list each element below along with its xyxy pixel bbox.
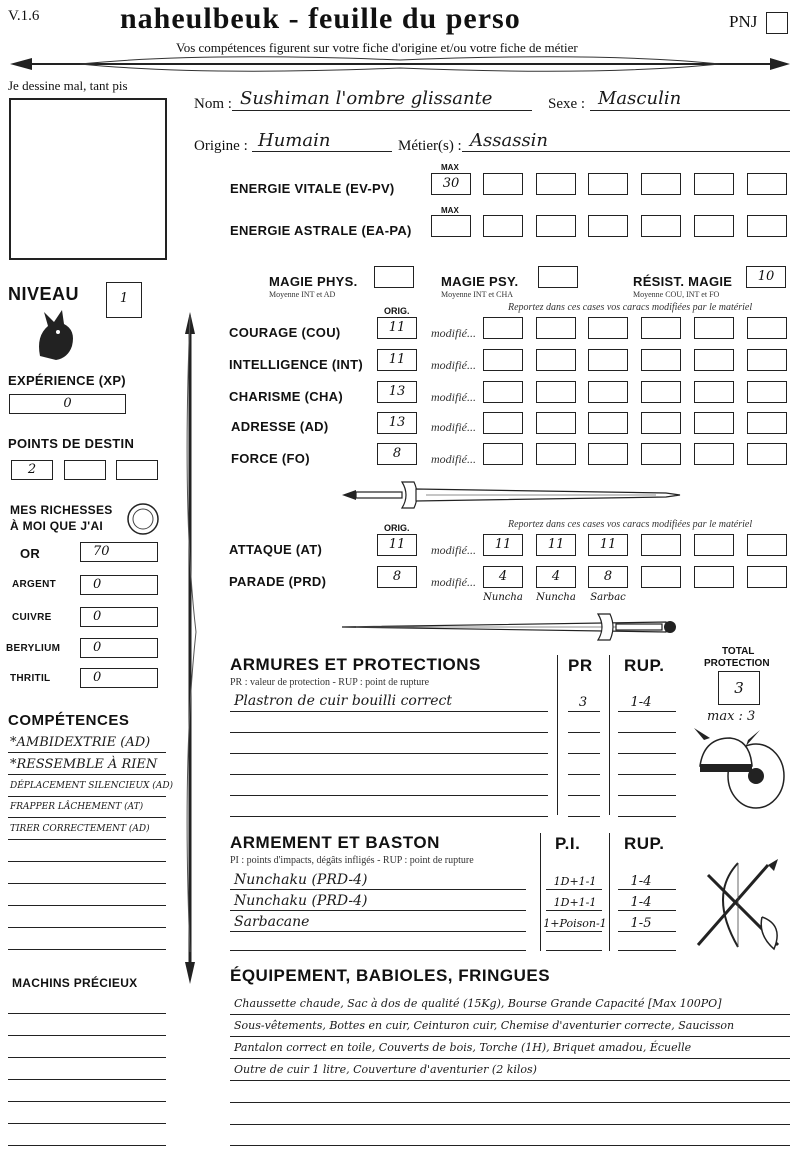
charisme-mod-cell[interactable] (483, 381, 523, 403)
armement-pi-label: P.I. (555, 834, 581, 853)
niveau-label: NIVEAU (8, 284, 80, 304)
ev-cell[interactable] (747, 173, 787, 195)
modified-label: modifié... (431, 543, 476, 557)
arme-name[interactable]: Sarbacane (234, 914, 310, 930)
spear-banner-icon (0, 52, 800, 76)
or-label: OR (20, 546, 41, 561)
charisme-mod-cell[interactable] (588, 381, 628, 403)
destin-field[interactable] (64, 460, 106, 480)
argent-value: 0 (93, 577, 102, 592)
pnj-label: PNJ (729, 12, 758, 31)
arme-name[interactable]: Nunchaku (PRD-4) (234, 893, 368, 909)
ea-max-field[interactable] (431, 215, 471, 237)
cuivre-field[interactable] (80, 607, 158, 627)
magie-phys-label: MAGIE PHYS. (269, 274, 358, 289)
nom-label: Nom : (194, 96, 232, 112)
ea-cell[interactable] (694, 215, 734, 237)
armement-label: ARMEMENT ET BASTON (230, 833, 440, 852)
ev-label: ENERGIE VITALE (EV-PV) (230, 181, 395, 196)
force-label: FORCE (FO) (231, 451, 310, 466)
argent-label: ARGENT (12, 579, 57, 590)
sword-icon (336, 610, 686, 644)
charisme-mod-cell[interactable] (694, 381, 734, 403)
adresse-mod-cell[interactable] (641, 412, 681, 434)
argent-field[interactable] (80, 575, 158, 595)
total-protection-value: 3 (734, 679, 744, 697)
modified-label: modifié... (431, 420, 476, 434)
arme-pi[interactable]: 1+Poison-1 (543, 917, 607, 930)
ev-max-label: MAX (441, 163, 459, 172)
intelligence-mod-cell[interactable] (536, 349, 576, 371)
charisme-mod-cell[interactable] (747, 381, 787, 403)
attaque-mod-cell[interactable] (747, 534, 787, 556)
attaque-label: ATTAQUE (AT) (229, 542, 323, 557)
ea-cell[interactable] (483, 215, 523, 237)
mod-caption: Nuncha (536, 592, 576, 603)
metier-value[interactable]: Assassin (470, 130, 549, 151)
charisme-orig-value: 13 (388, 384, 406, 399)
equipement-line[interactable]: Outre de cuir 1 litre, Couverture d'aventurier (2 kilos) (234, 1063, 537, 1076)
machins-precieux-label: MACHINS PRÉCIEUX (12, 976, 138, 990)
magie-psy-sub: Moyenne INT et CHA (441, 290, 514, 299)
combat-note: Reportez dans ces cases vos caracs modifiées par le matériel (508, 519, 753, 530)
competence-item[interactable]: *RESSEMBLE À RIEN (10, 757, 158, 772)
charisme-mod-cell[interactable] (536, 381, 576, 403)
modified-label: modifié... (431, 452, 476, 466)
version: V.1.6 (8, 8, 40, 24)
portrait-box[interactable] (9, 98, 167, 260)
magie-psy-label: MAGIE PSY. (441, 274, 519, 289)
destin-value: 2 (27, 462, 37, 477)
berylium-label: BERYLIUM (6, 643, 61, 654)
intelligence-orig-value: 11 (388, 352, 406, 367)
adresse-mod-cell[interactable] (747, 412, 787, 434)
mod-caption: Sarbac (590, 592, 626, 603)
or-value: 70 (93, 544, 110, 559)
armures-label: ARMURES ET PROTECTIONS (230, 655, 481, 674)
adresse-orig-value: 13 (388, 415, 406, 430)
parade-mod-cell[interactable] (694, 566, 734, 588)
thritil-field[interactable] (80, 668, 158, 688)
subtitle: Vos compétences figurent sur votre fiche d'origine et/ou votre fiche de métier (176, 40, 578, 55)
cuivre-value: 0 (93, 609, 102, 624)
intelligence-mod-cell[interactable] (641, 349, 681, 371)
combat-orig-label: ORIG. (384, 523, 410, 533)
intelligence-mod-cell[interactable] (588, 349, 628, 371)
ev-cell[interactable] (694, 173, 734, 195)
parade-mod-cell[interactable] (641, 566, 681, 588)
vertical-spear-icon (180, 312, 200, 984)
ea-max-label: MAX (441, 206, 459, 215)
adresse-mod-cell[interactable] (536, 412, 576, 434)
courage-mod-cell[interactable] (483, 317, 523, 339)
adresse-mod-cell[interactable] (588, 412, 628, 434)
equipement-line[interactable]: Pantalon correct en toile, Couverts de bois, Torche (1H), Briquet amadou, Écuelle (234, 1041, 692, 1054)
force-mod-cell[interactable] (694, 443, 734, 465)
equipement-line[interactable]: Chaussette chaude, Sac à dos de qualité (15Kg), Bourse Grande Capacité [Max 100PO] (234, 997, 722, 1010)
dragon-icon (32, 306, 80, 362)
metier-label: Métier(s) : (398, 138, 462, 154)
attaque-mod-cell[interactable] (641, 534, 681, 556)
thritil-value: 0 (93, 670, 102, 685)
force-mod-cell[interactable] (641, 443, 681, 465)
parade-mod-cell[interactable] (747, 566, 787, 588)
arme-name[interactable]: Nunchaku (PRD-4) (234, 872, 368, 888)
ev-cell[interactable] (536, 173, 576, 195)
coin-icon (126, 502, 160, 536)
armure-name[interactable]: Plastron de cuir bouilli correct (234, 693, 452, 709)
competence-item[interactable]: FRAPPER LÂCHEMENT (AT) (10, 802, 144, 812)
sword-icon (336, 478, 686, 512)
xp-label: EXPÉRIENCE (XP) (8, 373, 126, 388)
parade-mod-value: 4 (498, 569, 508, 584)
orig-label: ORIG. (384, 306, 410, 316)
berylium-value: 0 (93, 640, 102, 655)
armure-pr[interactable]: 3 (578, 695, 588, 710)
intelligence-mod-cell[interactable] (483, 349, 523, 371)
total-label-1: TOTAL (722, 646, 755, 657)
destin-field[interactable] (116, 460, 158, 480)
berylium-field[interactable] (80, 638, 158, 658)
richesses-label-1: MES RICHESSES (10, 503, 113, 517)
pnj-checkbox[interactable] (766, 12, 788, 34)
armures-sub: PR : valeur de protection - RUP : point de rupture (230, 677, 430, 688)
armures-pr-label: PR (568, 656, 593, 675)
cuivre-label: CUIVRE (12, 612, 52, 623)
force-mod-cell[interactable] (588, 443, 628, 465)
magie-psy-field[interactable] (538, 266, 578, 288)
courage-mod-cell[interactable] (536, 317, 576, 339)
richesses-label-2: À MOI QUE J'AI (10, 519, 104, 533)
ev-cell[interactable] (483, 173, 523, 195)
armement-sub: PI : points d'impacts, dégâts infligés - RUP : point de rupture (230, 855, 474, 866)
thritil-label: THRITIL (10, 673, 51, 684)
ea-cell[interactable] (588, 215, 628, 237)
competence-item[interactable]: DÉPLACEMENT SILENCIEUX (AD) (10, 781, 174, 791)
courage-mod-cell[interactable] (641, 317, 681, 339)
sexe-value[interactable]: Masculin (598, 88, 682, 109)
page-title: naheulbeuk - feuille du perso (120, 2, 521, 35)
sexe-label: Sexe : (548, 96, 586, 112)
mod-caption: Nuncha (483, 592, 523, 603)
parade-mod-value: 4 (551, 569, 561, 584)
modified-label: modifié... (431, 390, 476, 404)
origine-value[interactable]: Humain (258, 130, 331, 151)
resist-magie-sub: Moyenne COU, INT et FO (633, 290, 720, 299)
arme-rup[interactable]: 1-5 (630, 916, 652, 931)
arme-rup[interactable]: 1-4 (630, 874, 652, 889)
courage-orig-value: 11 (388, 320, 406, 335)
resist-magie-label: RÉSIST. MAGIE (633, 274, 733, 289)
max-protection: max : 3 (707, 709, 756, 724)
niveau-value: 1 (119, 291, 129, 306)
ev-max-value: 30 (442, 176, 460, 191)
stats-note: Reportez dans ces cases vos caracs modifiées par le matériel (508, 302, 753, 313)
courage-mod-cell[interactable] (747, 317, 787, 339)
force-orig-value: 8 (392, 446, 402, 461)
total-label-2: PROTECTION (704, 658, 770, 669)
ev-cell[interactable] (641, 173, 681, 195)
adresse-mod-cell[interactable] (694, 412, 734, 434)
or-field[interactable] (80, 542, 158, 562)
charisme-label: CHARISME (CHA) (229, 389, 343, 404)
arme-pi[interactable]: 1D+1-1 (553, 896, 597, 909)
courage-mod-cell[interactable] (694, 317, 734, 339)
magie-phys-sub: Moyenne INT et AD (269, 290, 336, 299)
attaque-orig-value: 11 (388, 537, 406, 552)
origine-label: Origine : (194, 138, 248, 154)
force-mod-cell[interactable] (483, 443, 523, 465)
intelligence-mod-cell[interactable] (747, 349, 787, 371)
xp-value: 0 (63, 396, 72, 411)
competence-item[interactable]: TIRER CORRECTEMENT (AD) (10, 824, 150, 834)
charisme-mod-cell[interactable] (641, 381, 681, 403)
armure-rup[interactable]: 1-4 (630, 695, 652, 710)
equipement-label: ÉQUIPEMENT, BABIOLES, FRINGUES (230, 966, 551, 985)
armement-rup-label: RUP. (624, 834, 665, 853)
magie-phys-field[interactable] (374, 266, 414, 288)
force-mod-cell[interactable] (536, 443, 576, 465)
intelligence-mod-cell[interactable] (694, 349, 734, 371)
ea-cell[interactable] (641, 215, 681, 237)
destin-label: POINTS DE DESTIN (8, 436, 135, 451)
ea-label: ENERGIE ASTRALE (EA-PA) (230, 223, 412, 238)
arme-rup[interactable]: 1-4 (630, 895, 652, 910)
attaque-mod-value: 11 (547, 537, 565, 552)
attaque-mod-value: 11 (599, 537, 617, 552)
equipement-line[interactable]: Sous-vêtements, Bottes en cuir, Ceinturon cuir, Chemise d'aventurier correcte, Saucisson (234, 1019, 735, 1032)
adresse-label: ADRESSE (AD) (231, 419, 329, 434)
competences-label: COMPÉTENCES (8, 712, 130, 729)
competence-item[interactable]: *AMBIDEXTRIE (AD) (10, 735, 151, 750)
parade-orig-value: 8 (392, 569, 402, 584)
portrait-caption: Je dessine mal, tant pis (8, 78, 128, 93)
attaque-mod-value: 11 (494, 537, 512, 552)
courage-mod-cell[interactable] (588, 317, 628, 339)
ev-cell[interactable] (588, 173, 628, 195)
resist-magie-value: 10 (757, 269, 775, 284)
modified-label: modifié... (431, 358, 476, 372)
weapons-icon (688, 855, 788, 955)
force-mod-cell[interactable] (747, 443, 787, 465)
adresse-mod-cell[interactable] (483, 412, 523, 434)
ea-cell[interactable] (747, 215, 787, 237)
intelligence-label: INTELLIGENCE (INT) (229, 357, 363, 372)
armures-rup-label: RUP. (624, 656, 665, 675)
nom-value[interactable]: Sushiman l'ombre glissante (240, 88, 493, 109)
arme-pi[interactable]: 1D+1-1 (553, 875, 597, 888)
modified-label: modifié... (431, 575, 476, 589)
courage-label: COURAGE (COU) (229, 325, 341, 340)
parade-label: PARADE (PRD) (229, 574, 327, 589)
ea-cell[interactable] (536, 215, 576, 237)
attaque-mod-cell[interactable] (694, 534, 734, 556)
parade-mod-value: 8 (603, 569, 613, 584)
modified-label: modifié... (431, 326, 476, 340)
helmet-shield-icon (690, 726, 790, 816)
